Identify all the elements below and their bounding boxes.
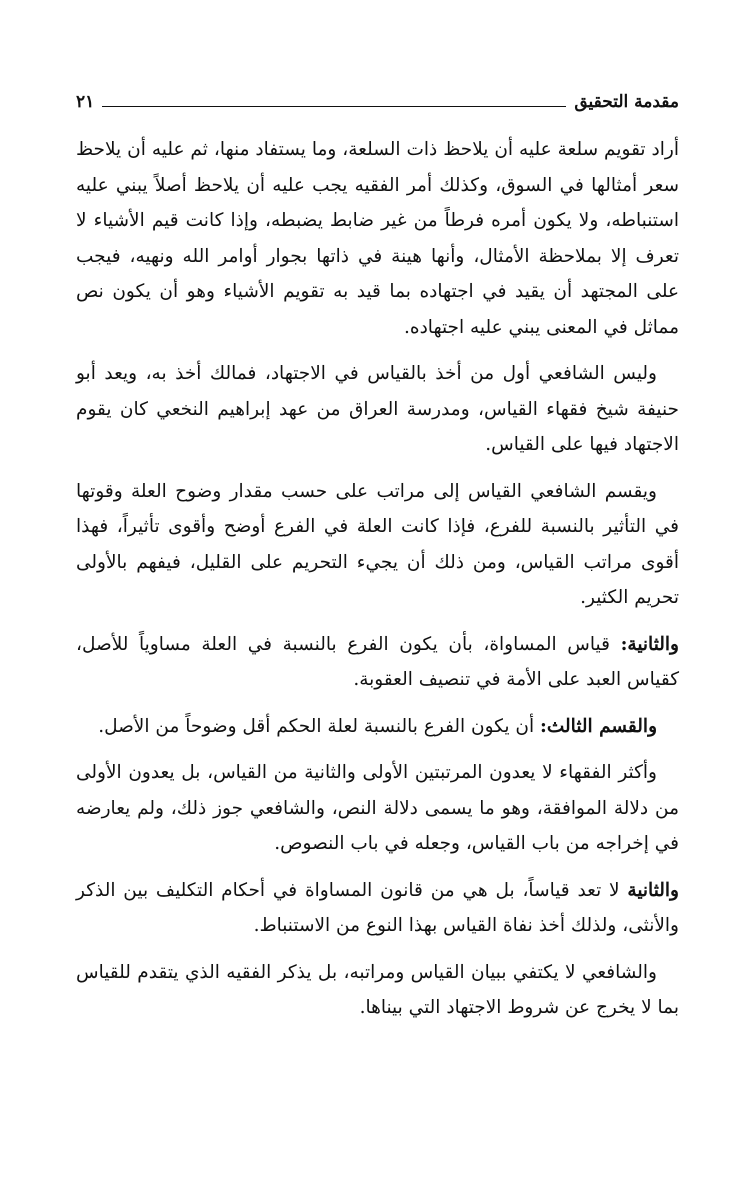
paragraph	[76, 132, 679, 345]
running-header	[76, 92, 679, 112]
paragraph-lead: والقسم الثالث:	[540, 715, 657, 737]
header-rule	[102, 106, 566, 107]
paragraph-text: وأكثر الفقهاء لا يعدون المرتبتين الأولى والثانية من القياس، بل يعدون الأولى من دلالة الموافقة، وهو ما يسمى دلالة النص، والشافعي جوز ذلك، ولم يعارضه في إخراجه من باب القياس، وجعله في باب النصوص.	[76, 762, 679, 854]
page-number: ٢١	[76, 92, 95, 112]
paragraph-text: ويقسم الشافعي القياس إلى مراتب على حسب مقدار وضوح العلة وقوتها في التأثير بالنسبة للفرع، فإذا كانت العلة في الفرع أوضح وأقوى تأثيراً، فهذا أقوى مراتب القياس، ومن ذلك أن يجيء التحريم على القليل، فيفهم بالأولى تحريم الكثير.	[76, 480, 679, 608]
paragraph-lead: والثانية	[627, 879, 679, 901]
section-title: مقدمة التحقيق	[574, 92, 679, 112]
paragraph	[76, 709, 679, 745]
paragraph-text: وليس الشافعي أول من أخذ بالقياس في الاجتهاد، فمالك أخذ به، ويعد أبو حنيفة شيخ فقهاء القياس، ومدرسة العراق من عهد إبراهيم النخعي كان يقوم الاجتهاد فيها على القياس.	[76, 363, 679, 455]
paragraph	[76, 755, 679, 862]
paragraph-text: أن يكون الفرع بالنسبة لعلة الحكم أقل وضوحاً من الأصل.	[98, 715, 541, 737]
paragraph	[76, 873, 679, 944]
paragraph	[76, 955, 679, 1026]
paragraph	[76, 474, 679, 616]
paragraph-text: لا تعد قياساً، بل هي من قانون المساواة في أحكام التكليف بين الذكر والأنثى، ولذلك أخذ نفاة القياس بهذا النوع من الاستنباط.	[76, 879, 679, 936]
paragraph-text: أراد تقويم سلعة عليه أن يلاحظ ذات السلعة، وما يستفاد منها، ثم عليه أن يلاحظ سعر أمثالها في السوق، وكذلك أمر الفقيه يجب عليه أن يلاحظ أصلاً يبني عليه استنباطه، ولا يكون أمره فرطاً من غير ضابط يضبطه، وإذا كانت قيم الأشياء لا تعرف إلا بملاحظة الأمثال، وأنها هينة في ذاتها بجوار أوامر الله ونهيه، فيجب على المجتهد أن يقيد في اجتهاده بما قيد به تقويم الأشياء وهو أن يكون نص مماثل في المعنى يبني عليه اجتهاده.	[76, 139, 679, 338]
paragraph-text: قياس المساواة، بأن يكون الفرع بالنسبة في العلة مساوياً للأصل، كقياس العبد على الأمة في تنصيف العقوبة.	[76, 633, 679, 690]
paragraph	[76, 356, 679, 463]
paragraph	[76, 627, 679, 698]
paragraph-text: والشافعي لا يكتفي ببيان القياس ومراتبه، بل يذكر الفقيه الذي يتقدم للقياس بما لا يخرج عن شروط الاجتهاد التي بيناها.	[76, 961, 679, 1018]
body-text	[76, 132, 679, 1037]
paragraph-lead: والثانية:	[620, 633, 679, 655]
